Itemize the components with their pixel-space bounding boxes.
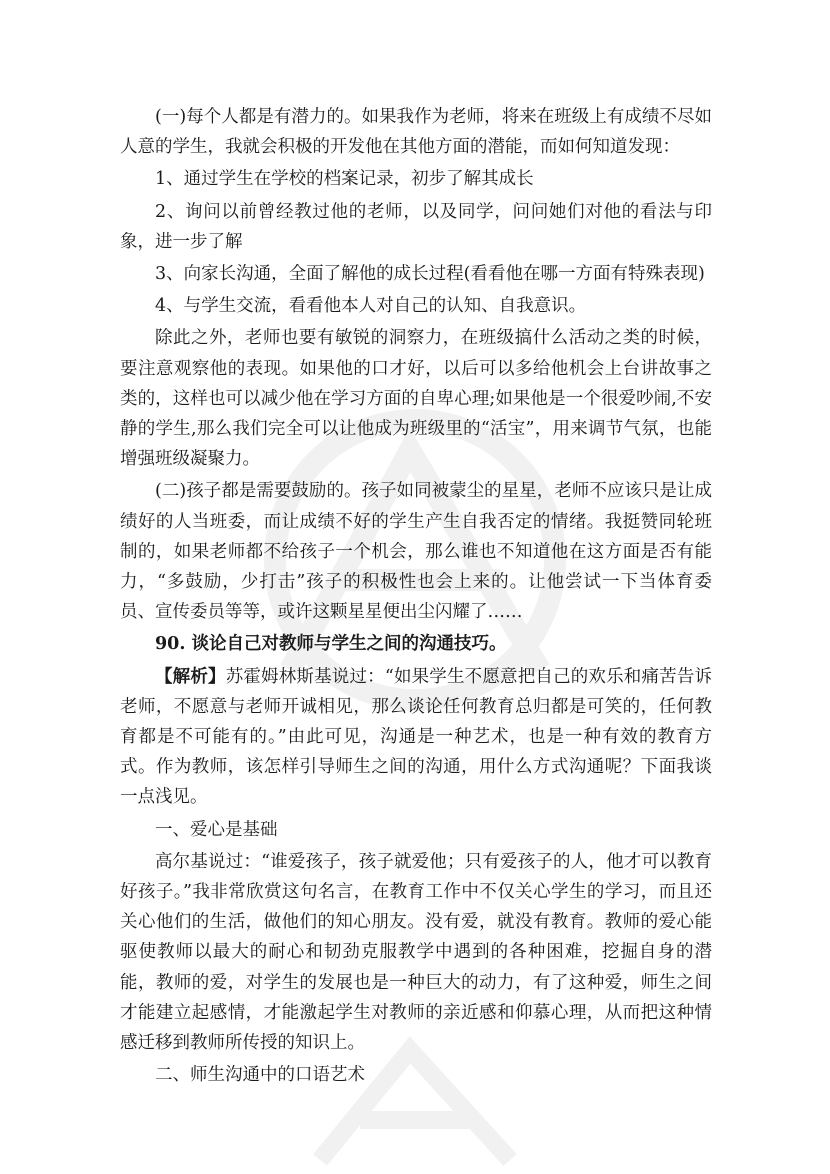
list-item-parents: 3、向家长沟通，全面了解他的成长过程(看看他在哪一方面有特殊表现): [155, 264, 705, 285]
list-item-archive: 1、通过学生在学校的档案记录，初步了解其成长: [155, 169, 534, 190]
analysis-label: 【解析】: [155, 666, 226, 687]
section-one-title: 一、爱心是基础: [155, 819, 278, 840]
question-heading: 90. 谈论自己对教师与学生之间的沟通技巧。: [155, 634, 507, 655]
paragraph-observation: 除此之外，老师也要有敏锐的洞察力，在班级搞什么活动之类的时候，要注意观察他的表现。如果他的口才好，以后可以多给他机会上台讲故事之类的，这样也可以减少他在学习方面的自卑心理;如果他是一个很爱吵闹,不安静的学生,那么我们完全可以让他成为班级里的“活宝”，用来调节气氛，也能增强班级凝聚力。: [120, 328, 712, 470]
paragraph-encouragement: (二)孩子都是需要鼓励的。孩子如同被蒙尘的星星，老师不应该只是让成绩好的人当班委，而让成绩不好的学生产生自我否定的情绪。我挺赞同轮班制的，如果老师都不给孩子一个机会，那么谁也不知道他在这方面是否有能力，“多鼓励，少打击”孩子的积极性也会上来的。让他尝试一下当体育委员、宣传委员等等，或许这颗星星便出尘闪耀了……: [120, 481, 712, 623]
section-one-text: 高尔基说过：“谁爱孩子，孩子就爱他；只有爱孩子的人，他才可以教育好孩子。”我非常欣赏这句名言，在教育工作中不仅关心学生的学习，而且还关心他们的生活，做他们的知心朋友。没有爱，就没有教育。教师的爱心能驱使教师以最大的耐心和韧劲克服教学中遇到的各种困难，挖掘自身的潜能，教师的爱，对学生的发展也是一种巨大的动力，有了这种爱，师生之间才能建立起感情，才能激起学生对教师的亲近感和仰慕心理，从而把这种情感迁移到教师所传授的知识上。: [120, 851, 712, 1054]
analysis-paragraph: [120, 662, 712, 813]
paragraph-potential: (一)每个人都是有潜力的。如果我作为老师，将来在班级上有成绩不尽如人意的学生，我就会积极的开发他在其他方面的潜能，而如何知道发现：: [120, 107, 712, 158]
section-two-title: 二、师生沟通中的口语艺术: [155, 1065, 365, 1086]
analysis-text: 苏霍姆林斯基说过：“如果学生不愿意把自己的欢乐和痛苦告诉老师，不愿意与老师开诚相见，那么谈论任何教育总归都是可笑的，任何教育都是不可能有的。”由此可见，沟通是一种艺术，也是一种有效的教育方式。作为教师，该怎样引导师生之间的沟通，用什么方式沟通呢？下面我谈一点浅见。: [120, 666, 712, 808]
document-body: [120, 102, 712, 1091]
list-item-student-talk: 4、与学生交流，看看他本人对自己的认知、自我意识。: [155, 296, 587, 317]
list-item-former-teachers: 2、询问以前曾经教过他的老师，以及同学，问问她们对他的看法与印象，进一步了解: [120, 201, 712, 252]
